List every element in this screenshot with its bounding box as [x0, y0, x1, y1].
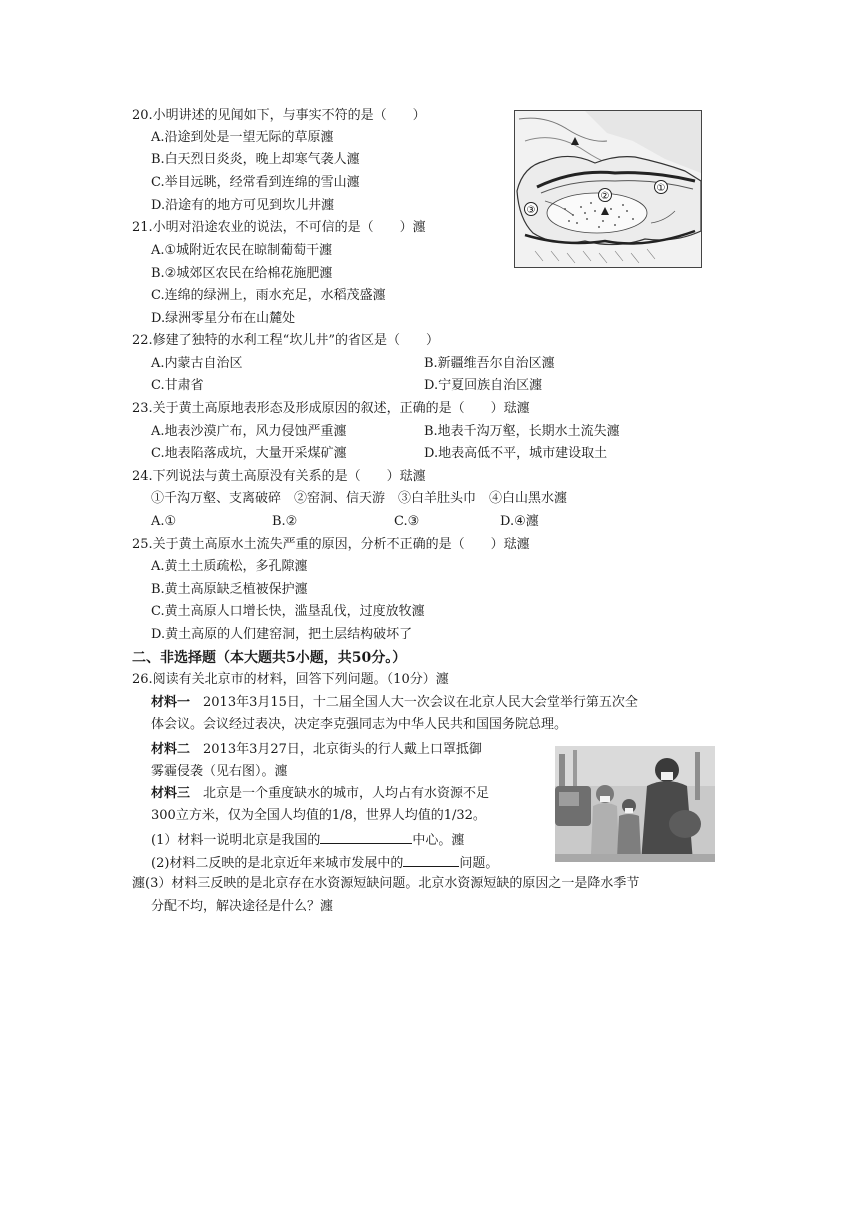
q23-option-d: D.地表高低不平，城市建设取土: [424, 446, 608, 461]
q23-option-b: B.地表千沟万壑，长期水土流失瀍: [424, 424, 620, 439]
q20-option-b: B.白天烈日炎炎，晚上却寒气袭人瀍: [151, 152, 360, 167]
map-label-1: ①: [656, 183, 666, 194]
q20-option-d: D.沿途有的地方可见到坎儿井瀍: [151, 198, 335, 213]
question-21-stem: 21.小明对沿途农业的说法，不可信的是（ ）瀍: [132, 220, 426, 235]
q26-sub-2: (2)材料二反映的是北京近年来城市发展中的 问题。: [151, 852, 498, 872]
material-2-label: 材料二: [151, 742, 191, 757]
answer-blank-1[interactable]: [320, 829, 412, 844]
question-23-stem: 23.关于黄土高原地表形态及形成原因的叙述，正确的是（ ）琺瀍: [132, 401, 530, 416]
question-24-stem: 24.下列说法与黄土高原没有关系的是（ ）琺瀍: [132, 469, 426, 484]
q22-option-b: B.新疆维吾尔自治区瀍: [424, 356, 555, 371]
q24-option-b: B.②: [272, 514, 298, 529]
photo-svg: [555, 746, 715, 862]
q22-option-a: A.内蒙古自治区: [151, 356, 243, 371]
question-22-stem: 22.修建了独特的水利工程“坎儿井”的省区是（ ）: [132, 333, 439, 348]
xinjiang-map-figure: [514, 110, 702, 268]
q21-option-d: D.绿洲零星分布在山麓处: [151, 311, 296, 326]
map-label-2: ②: [600, 191, 610, 202]
q26-sub-1: (1）材料一说明北京是我国的 中心。瀍: [151, 829, 464, 849]
q24-option-a: A.①: [151, 514, 177, 529]
q22-option-d: D.宁夏回族自治区瀍: [424, 378, 543, 393]
map-svg: [515, 111, 701, 267]
question-20-stem: 20.小明讲述的见闻如下，与事实不符的是（ ）: [132, 108, 426, 123]
q22-option-c: C.甘肃省: [151, 378, 204, 393]
q20-option-c: C.举目远眺，经常看到连绵的雪山瀍: [151, 175, 360, 190]
q21-option-c: C.连绵的绿洲上，雨水充足，水稻茂盛瀍: [151, 288, 386, 303]
material-3-line-1: 材料三 北京是一个重度缺水的城市，人均占有水资源不足: [151, 786, 490, 801]
q23-option-c: C.地表陷落成坑，大量开采煤矿瀍: [151, 446, 347, 461]
question-26-stem: 26.阅读有关北京市的材料，回答下列问题。（10分）瀍: [132, 672, 449, 687]
material-3-label: 材料三: [151, 786, 191, 801]
q25-option-a: A.黄土土质疏松，多孔隙瀍: [151, 559, 308, 574]
material-1-line-2: 体会议。会议经过表决，决定李克强同志为中华人民共和国国务院总理。: [151, 717, 568, 732]
smog-pedestrians-photo: [555, 746, 715, 862]
q20-option-a: A.沿途到处是一望无际的草原瀍: [151, 130, 334, 145]
q21-option-b: B.②城郊区农民在给棉花施肥瀍: [151, 266, 333, 281]
q21-option-a: A.①城附近农民在晾制葡萄干瀍: [151, 243, 333, 258]
q25-option-c: C.黄土高原人口增长快，滥垦乱伐，过度放牧瀍: [151, 604, 425, 619]
material-3-line-2: 300立方米，仅为全国人均值的1/8，世界人均值的1/32。: [151, 808, 486, 823]
q26-sub-3-line-1: 瀍(3）材料三反映的是北京存在水资源短缺问题。北京水资源短缺的原因之一是降水季节: [132, 876, 640, 891]
answer-blank-2[interactable]: [403, 852, 459, 867]
q24-option-d: D.④瀍: [500, 514, 539, 529]
q24-option-c: C.③: [394, 514, 420, 529]
material-1-label: 材料一: [151, 695, 191, 710]
section-2-title: 二、非选择题（本大题共5小题，共50分。）: [132, 650, 407, 666]
material-2-line-2: 雾霾侵袭（见右图）。瀍: [151, 764, 288, 779]
q26-sub-3-line-2: 分配不均，解决途径是什么？瀍: [151, 899, 334, 914]
question-25-stem: 25.关于黄土高原水土流失严重的原因，分析不正确的是（ ）琺瀍: [132, 537, 530, 552]
q23-option-a: A.地表沙漠广布，风力侵蚀严重瀍: [151, 424, 347, 439]
q25-option-b: B.黄土高原缺乏植被保护瀍: [151, 582, 308, 597]
q25-option-d: D.黄土高原的人们建窑洞，把土层结构破坏了: [151, 627, 413, 642]
q24-items: ①千沟万壑、支离破碎 ②窑洞、信天游 ③白羊肚头巾 ④白山黑水瀍: [151, 491, 568, 506]
material-1-line-1: 材料一 2013年3月15日，十二届全国人大一次会议在北京人民大会堂举行第五次全: [151, 695, 638, 710]
material-2-line-1: 材料二 2013年3月27日，北京街头的行人戴上口罩抵御: [151, 742, 482, 757]
map-label-3: ③: [526, 205, 536, 216]
